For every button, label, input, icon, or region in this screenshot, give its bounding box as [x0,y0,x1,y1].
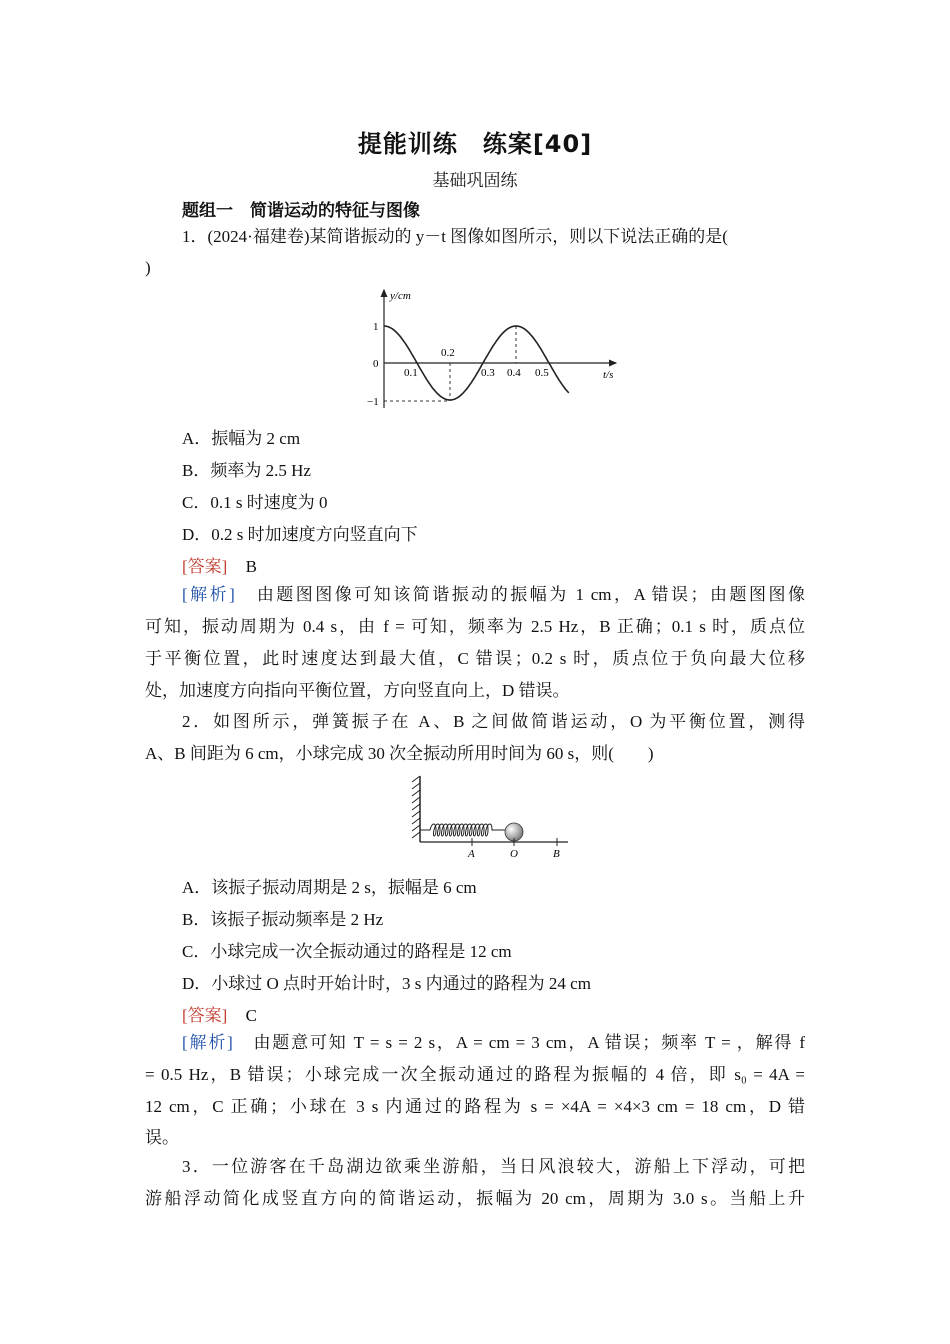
q3-stem-line2: 游船浮动简化成竖直方向的简谐运动，振幅为 20 cm，周期为 3.0 s。当船上升 [145,1189,805,1208]
q2-spring [420,824,506,836]
q1-option-d: D．0.2 s 时加速度方向竖直向下 [182,525,418,544]
q1-stem-line1: 1．(2024·福建卷)某简谐振动的 y－t 图像如图所示，则以下说法正确的是( [182,227,728,246]
q1-x-tick-0.1: 0.1 [404,367,418,379]
q2-wall-hatch [412,776,420,838]
q2-answer [182,1001,257,1026]
q2-analysis-line4: 误。 [145,1128,179,1147]
q2-label-b: B [553,848,560,860]
q1-analysis-line2: 可知，振动周期为 0.4 s，由 f = 可知，频率为 2.5 Hz，B 正确；0.1 s 时，质点位 [145,617,805,636]
q1-analysis-line1 [182,585,805,605]
page-title: 提能训练 练案[40] [357,130,593,158]
q2-answer-label: [答案] [182,1006,228,1025]
group-heading: 题组一 简谐运动的特征与图像 [182,201,420,221]
q1-x-tick-0.5: 0.5 [535,367,549,379]
q2-analysis-line1 [182,1033,805,1053]
q1-y-tick-neg1: −1 [367,396,379,408]
section-subtitle: 基础巩固练 [432,171,518,191]
q1-sine-graph [362,284,624,412]
q2-answer-value: C [245,1006,257,1025]
q2-analysis-line3: 12 cm，C 正确；小球在 3 s 内通过的路程为 s = ×4A = ×4×3 cm = 18 cm，D 错 [145,1097,805,1116]
q1-x-tick-0.2: 0.2 [441,347,455,359]
q2-analysis-label: [解析] [182,1033,233,1052]
q1-analysis-line4: 处，加速度方向指向平衡位置，方向竖直向上，D 错误。 [145,681,570,700]
q3-stem-line1: 3．一位游客在千岛湖边欲乘坐游船，当日风浪较大，游船上下浮动，可把 [182,1157,805,1176]
q1-option-c: C．0.1 s 时速度为 0 [182,493,328,512]
q1-answer-label: [答案] [182,557,228,576]
q1-answer-value: B [245,557,257,576]
q2-option-b: B．该振子振动频率是 2 Hz [182,910,384,929]
q1-y-tick-1: 1 [373,321,379,333]
q1-analysis-text1: 由题图图像可知该简谐振动的振幅为 1 cm，A 错误；由题图图像 [256,585,806,604]
q1-x-tick-0.4: 0.4 [507,367,521,379]
q2-stem-line1: 2．如图所示，弹簧振子在 A、B 之间做简谐运动，O 为平衡位置，测得 [182,712,805,731]
q2-stem-line2: A、B 间距为 6 cm，小球完成 30 次全振动所用时间为 60 s，则( ) [145,744,654,763]
q2-analysis-text1: 由题意可知 T = s = 2 s，A = cm = 3 cm，A 错误；频率 T = ，解得 f [253,1033,805,1052]
q2-label-a: A [468,848,475,860]
q1-answer [182,552,257,577]
q2-option-c: C．小球完成一次全振动通过的路程是 12 cm [182,942,512,961]
q2-option-a: A．该振子振动周期是 2 s，振幅是 6 cm [182,878,477,897]
q2-analysis-line2: = 0.5 Hz，B 错误；小球完成一次全振动通过的路程为振幅的 4 倍，即 s₀ = 4A = [145,1065,805,1084]
q1-option-b: B．频率为 2.5 Hz [182,461,311,480]
q1-analysis-label: [解析] [182,585,235,604]
q2-option-d: D．小球过 O 点时开始计时，3 s 内通过的路程为 24 cm [182,974,591,993]
q2-label-o: O [510,848,518,860]
q1-option-a: A．振幅为 2 cm [182,429,301,448]
q1-y-tick-0: 0 [373,358,379,370]
q1-y-axis-label: y/cm [390,290,411,302]
q2-spring-diagram [408,774,574,860]
q1-x-axis-label: t/s [603,369,614,381]
q1-x-tick-0.3: 0.3 [481,367,495,379]
q1-stem-line2: ) [145,258,151,277]
q1-analysis-line3: 于平衡位置，此时速度达到最大值，C 错误；0.2 s 时，质点位于负向最大位移 [145,649,805,668]
